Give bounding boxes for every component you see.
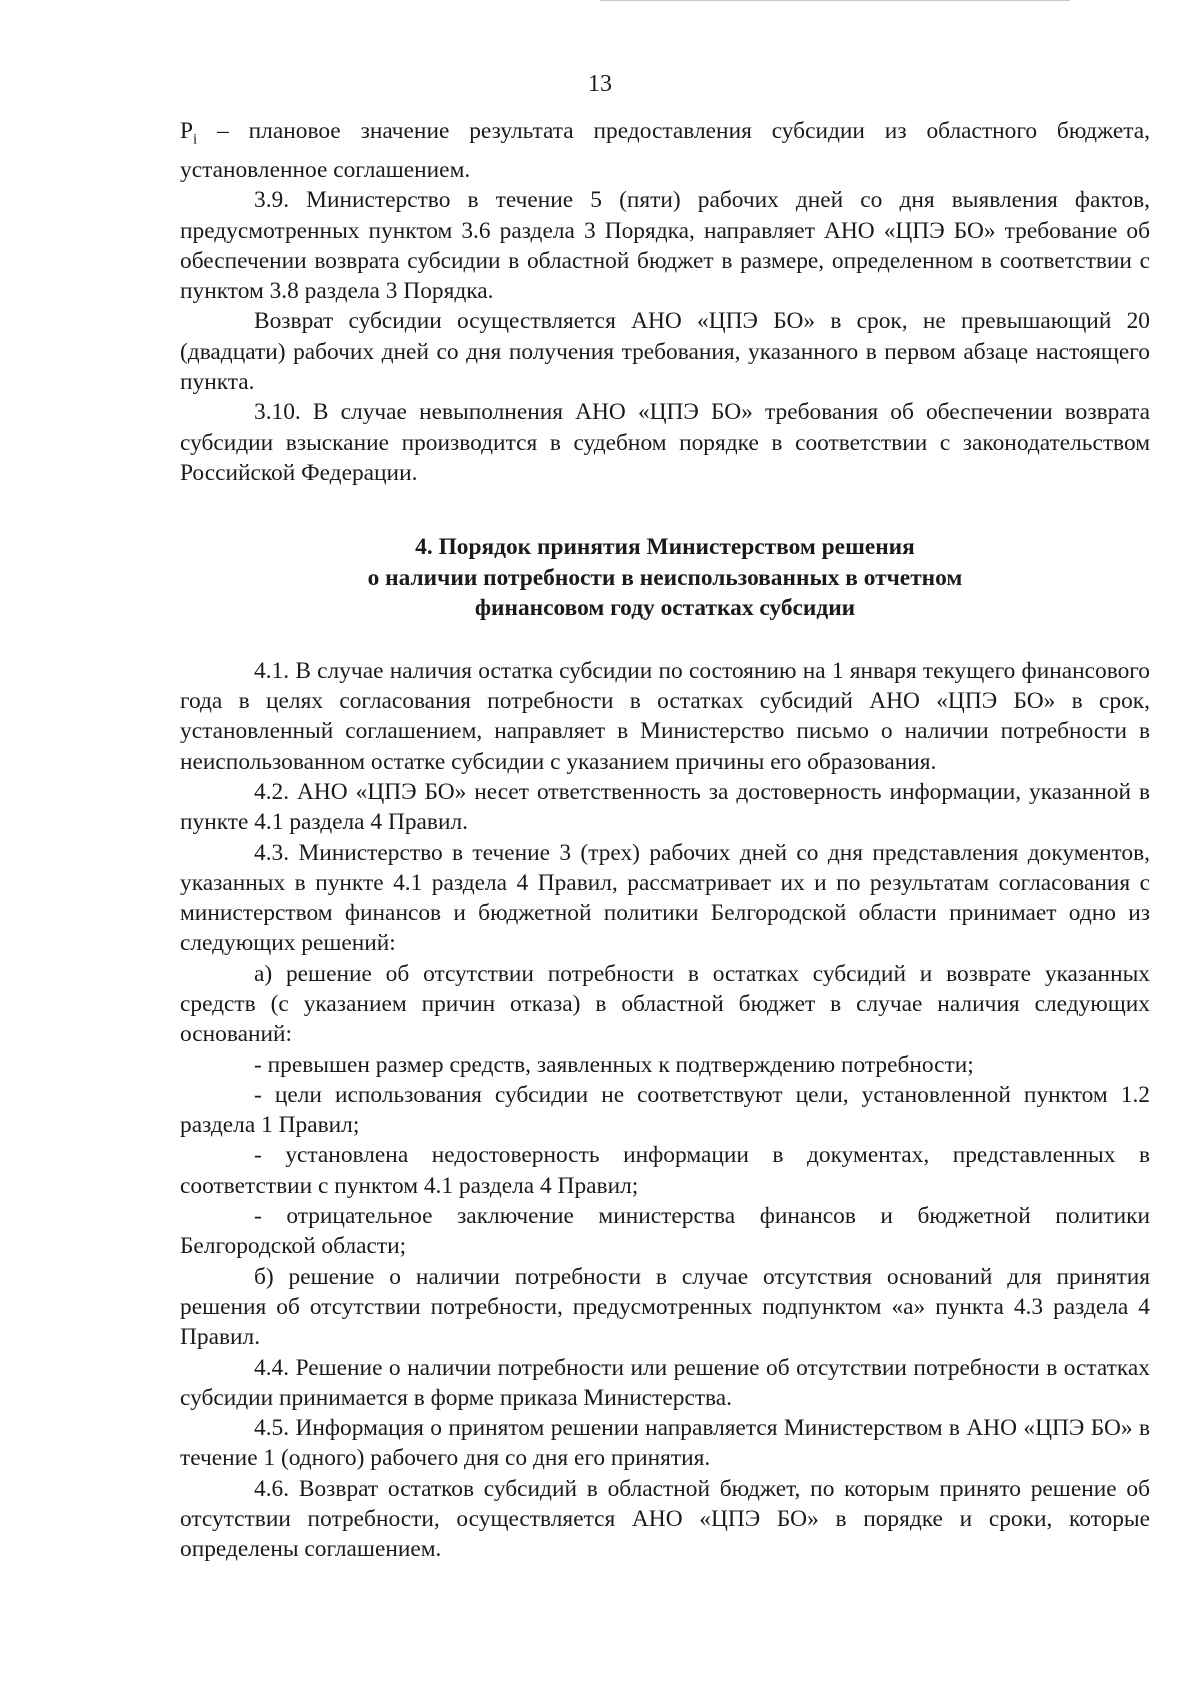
formula-subscript: i <box>193 131 198 148</box>
paragraph-3-10: 3.10. В случае невыполнения АНО «ЦПЭ БО» требования об обеспечении возврата субсидии взыскание производится в судебном порядке в соответствии с законодательством Российской Федерации. <box>180 399 1150 486</box>
section-heading-line: о наличии потребности в неиспользованных в отчетном <box>367 564 963 591</box>
formula-symbol: P <box>180 118 194 144</box>
paragraph-3-9-return: Возврат субсидии осуществляется АНО «ЦПЭ БО» в срок, не превышающий 20 (двадцати) рабочих дней со дня получения требования, указанного в первом абзаце настоящего пункта. <box>180 308 1150 396</box>
paragraph-4-3-b: б) решение о наличии потребности в случае отсутствия оснований для принятия решения об отсутствии потребности, предусмотренных подпунктом «а» пункта 4.3 раздела 4 Правил. <box>180 1263 1150 1351</box>
section-heading-line: финансовом году остатках субсидии <box>474 595 856 622</box>
scan-edge-line <box>600 0 1070 1</box>
list-item-excess-funds: - превышен размер средств, заявленных к подтверждению потребности; <box>254 1051 974 1078</box>
section-heading-line: 4. Порядок принятия Министерством решения <box>415 534 915 561</box>
list-item-unreliable-info: - установлена недостоверность информации в документах, представленных в соответствии с пунктом 4.1 раздела 4 Правил; <box>180 1142 1150 1199</box>
paragraph-text: – плановое значение результата предоставления субсидии из областного бюджета, установленное соглашением. <box>180 118 1150 183</box>
list-item-negative-conclusion: - отрицательное заключение министерства финансов и бюджетной политики Белгородской области; <box>180 1203 1150 1260</box>
paragraph-pi-definition <box>180 116 1150 185</box>
paragraph-4-6: 4.6. Возврат остатков субсидий в областной бюджет, по которым принято решение об отсутствии потребности, осуществляется АНО «ЦПЭ БО» в порядке и сроки, которые определены соглашением. <box>180 1475 1150 1563</box>
page-number: 13 <box>588 71 612 97</box>
section-heading <box>180 532 1150 624</box>
paragraph-4-5: 4.5. Информация о принятом решении направляется Министерством в АНО «ЦПЭ БО» в течение 1 (одного) рабочего дня со дня его принятия. <box>180 1415 1150 1472</box>
paragraph-3-9: 3.9. Министерство в течение 5 (пяти) рабочих дней со дня выявления фактов, предусмотренных пунктом 3.6 раздела 3 Порядка, направляет АНО «ЦПЭ БО» требование об обеспечении возврата субсидии в областной бюджет в размере, определенном в соответствии с пунктом 3.8 раздела 3 Порядка. <box>180 187 1150 305</box>
document-body <box>180 116 1150 1565</box>
list-item-purpose-mismatch: - цели использования субсидии не соответствуют цели, установленной пунктом 1.2 раздела 1 Правил; <box>180 1081 1150 1139</box>
paragraph-4-3: 4.3. Министерство в течение 3 (трех) рабочих дней со дня представления документов, указанных в пункте 4.1 раздела 4 Правил, рассматривает их и по результатам согласования с министерством финансов и бюджетной политики Белгородской области принимает одно из следующих решений: <box>180 839 1150 957</box>
paragraph-4-3-a: а) решение об отсутствии потребности в остатках субсидий и возврате указанных средств (с указанием причин отказа) в областной бюджет в случае наличия следующих оснований: <box>180 960 1150 1048</box>
paragraph-4-4: 4.4. Решение о наличии потребности или решение об отсутствии потребности в остатках субсидии принимается в форме приказа Министерства. <box>180 1354 1150 1411</box>
paragraph-4-1: 4.1. В случае наличия остатка субсидии по состоянию на 1 января текущего финансового года в целях согласования потребности в остатках субсидий АНО «ЦПЭ БО» в срок, установленный соглашением, направляет в Министерство письмо о наличии потребности в неиспользованном остатке субсидии с указанием причины его образования. <box>180 657 1150 775</box>
paragraph-4-2: 4.2. АНО «ЦПЭ БО» несет ответственность за достоверность информации, указанной в пункте 4.1 раздела 4 Правил. <box>180 778 1150 836</box>
